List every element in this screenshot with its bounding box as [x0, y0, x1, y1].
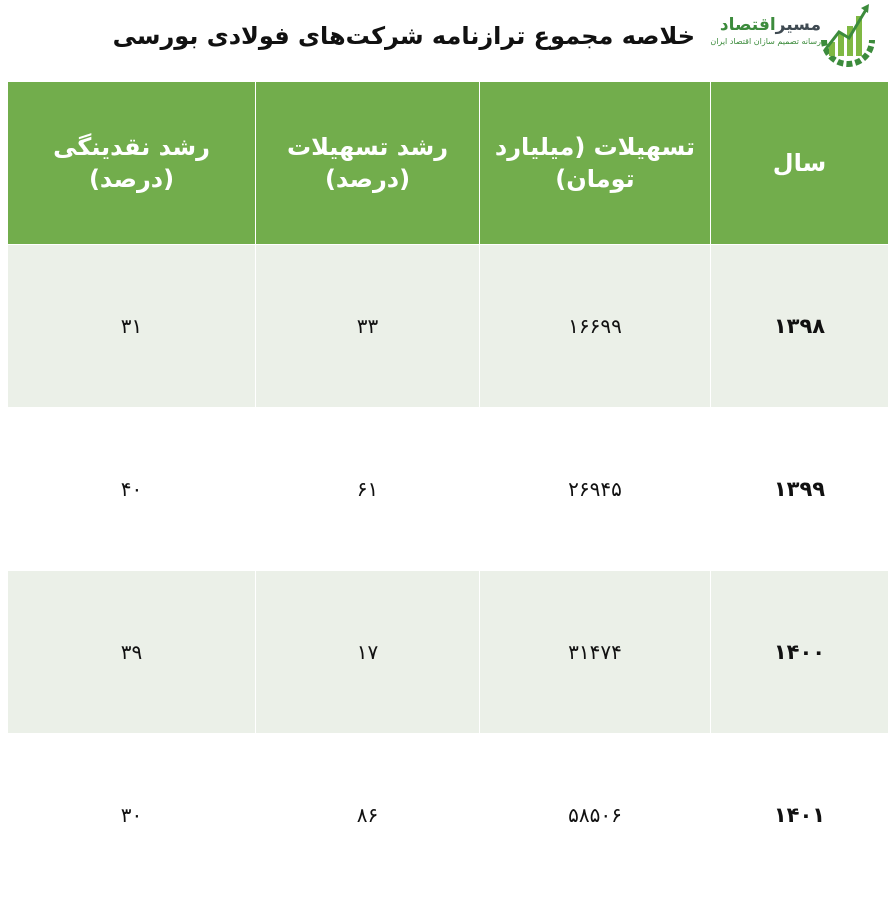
cell-liquidity-growth: ۳۰	[8, 734, 256, 897]
cell-year: ۱۴۰۱	[711, 734, 889, 897]
header-liquidity-growth-line2: (درصد)	[88, 165, 175, 193]
cell-loan-growth: ۶۱	[256, 408, 480, 571]
table-row	[8, 245, 889, 408]
logo-name	[710, 14, 821, 36]
cell-liquidity-growth: ۴۰	[8, 408, 256, 571]
table-row	[8, 734, 889, 897]
header-loan-growth-line1: رشد تسهیلات	[286, 133, 449, 161]
header-year	[711, 82, 889, 245]
cell-year: ۱۳۹۹	[711, 408, 889, 571]
logo-name-part1: مسیر	[775, 15, 821, 35]
table-row	[8, 571, 889, 734]
header-liquidity-growth-line1: رشد نقدینگی	[53, 133, 210, 161]
header-year-line1: سال	[772, 149, 827, 177]
logo-name-part2: اقتصاد	[719, 15, 776, 35]
logo-tagline: رسانه تصمیم سازان اقتصاد ایران	[710, 37, 821, 46]
cell-loan-growth: ۱۷	[256, 571, 480, 734]
header-loans-line1: تسهیلات (میلیارد	[494, 133, 696, 161]
logo-text	[710, 14, 821, 48]
header-loan-growth-line2: (درصد)	[324, 165, 411, 193]
cell-year: ۱۴۰۰	[711, 571, 889, 734]
cell-loan-growth: ۸۶	[256, 734, 480, 897]
cell-liquidity-growth: ۳۹	[8, 571, 256, 734]
header-loans-line2: تومان)	[555, 165, 635, 193]
bar-chart-gear-icon	[819, 2, 877, 70]
header-liquidity-growth	[8, 82, 256, 245]
cell-loans: ۵۸۵۰۶	[480, 734, 711, 897]
cell-year: ۱۳۹۸	[711, 245, 889, 408]
page-title: خلاصه مجموع ترازنامه شرکت‌های فولادی بورسی	[112, 22, 695, 50]
table-header-row	[8, 82, 889, 245]
cell-loan-growth: ۳۳	[256, 245, 480, 408]
header-loan-growth	[256, 82, 480, 245]
page-header	[0, 0, 895, 80]
cell-loans: ۲۶۹۴۵	[480, 408, 711, 571]
steel-balance-table	[7, 81, 889, 897]
cell-loans: ۱۶۶۹۹	[480, 245, 711, 408]
header-loans	[480, 82, 711, 245]
cell-liquidity-growth: ۳۱	[8, 245, 256, 408]
logo	[707, 2, 877, 70]
cell-loans: ۳۱۴۷۴	[480, 571, 711, 734]
table-row	[8, 408, 889, 571]
